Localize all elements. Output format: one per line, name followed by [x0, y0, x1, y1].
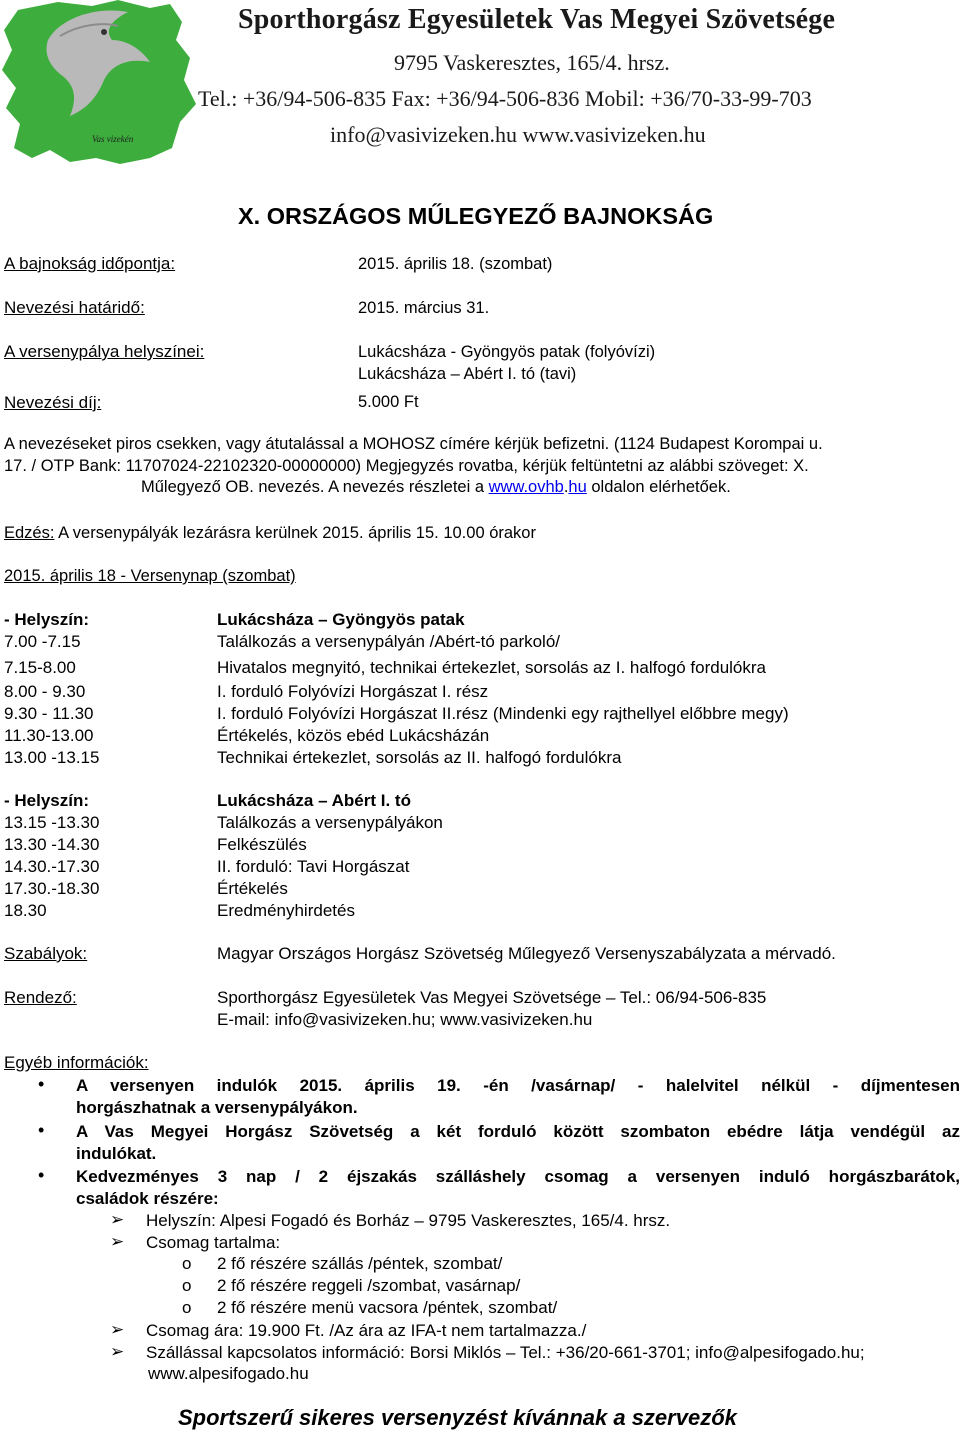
payment-line-1: A nevezéseket piros csekken, vagy átutalással a MOHOSZ címére kérjük befizetni. (1124 Budapest Korompai u.	[4, 435, 823, 453]
other-info-item-line-1: A Vas Megyei Horgász Szövetség a két forduló között szombaton ebédre látja vendégül az	[76, 1122, 960, 1141]
arrow-bullet-icon: ➢	[110, 1342, 125, 1361]
schedule-desc: Hivatalos megnyitó, technikai értekezlet, sorsolás az I. halfogó fordulókra	[217, 658, 766, 677]
deadline-value: 2015. március 31.	[358, 299, 490, 317]
payment-line-3-pre: Műlegyező OB. nevezés. A nevezés részletei a	[141, 478, 489, 496]
schedule-desc: Találkozás a versenypályán /Abért-tó parkoló/	[217, 632, 561, 651]
schedule-time: 18.30	[4, 901, 47, 920]
bullet-icon: •	[38, 1120, 45, 1140]
day-heading: 2015. április 18 - Versenynap (szombat)	[4, 567, 296, 585]
arrow-bullet-icon: ➢	[110, 1232, 125, 1251]
venue-1-label: - Helyszín:	[4, 610, 90, 629]
schedule-desc: Eredményhirdetés	[217, 901, 355, 920]
payment-line-3-post: oldalon elérhetőek.	[586, 478, 731, 496]
circle-bullet-icon: o	[182, 1298, 192, 1317]
rules-label: Szabályok:	[4, 944, 88, 963]
schedule-desc: Felkészülés	[217, 835, 307, 854]
circle-bullet-icon: o	[182, 1276, 192, 1295]
package-location: Helyszín: Alpesi Fogadó és Borház – 9795 Vaskeresztes, 165/4. hrsz.	[146, 1211, 671, 1230]
organizer-line-1: Sporthorgász Egyesületek Vas Megyei Szövetsége – Tel.: 06/94-506-835	[217, 988, 767, 1007]
accommodation-contact: Szállással kapcsolatos információ: Borsi Miklós – Tel.: +36/20-661-3701; info@alpesifogado.hu;	[146, 1343, 865, 1362]
link-dot: .	[563, 478, 569, 496]
other-info-item	[76, 1121, 960, 1165]
schedule-desc: Technikai értekezlet, sorsolás az II. halfogó fordulókra	[217, 748, 622, 767]
closing-message: Sportszerű sikeres versenyzést kívánnak a szervezők	[178, 1405, 737, 1430]
schedule-desc: Értékelés, közös ebéd Lukácsházán	[217, 726, 490, 745]
schedule-time: 13.15 -13.30	[4, 813, 100, 832]
organization-phones: Tel.: +36/94-506-835 Fax: +36/94-506-836 Mobil: +36/70-33-99-703	[198, 86, 812, 111]
schedule-desc: I. forduló Folyóvízi Horgászat II.rész (Mindenki egy rajthellyel előbbre megy)	[217, 704, 789, 723]
package-price: Csomag ára: 19.900 Ft. /Az ára az IFA-t nem tartalmazza./	[146, 1321, 587, 1340]
schedule-time: 17.30.-18.30	[4, 879, 100, 898]
venue-1-name: Lukácsháza – Gyöngyös patak	[217, 610, 465, 629]
schedule-time: 7.15-8.00	[4, 658, 76, 677]
schedule-desc: I. forduló Folyóvízi Horgászat I. rész	[217, 682, 489, 701]
organizer-line-2: E-mail: info@vasivizeken.hu; www.vasivizeken.hu	[217, 1010, 593, 1029]
payment-line-2: 17. / OTP Bank: 11707024-22102320-00000000) Megjegyzés rovatba, kérjük feltüntetni az alábbi szöveget: X.	[4, 456, 809, 475]
schedule-desc: Értékelés	[217, 879, 288, 898]
accommodation-website: www.alpesifogado.hu	[148, 1364, 309, 1383]
other-info-item-line-2: indulókat.	[76, 1144, 157, 1163]
ovhb-link-b[interactable]: hu	[568, 478, 587, 496]
deadline-label: Nevezési határidő:	[4, 298, 145, 317]
schedule-time: 11.30-13.00	[4, 726, 94, 745]
other-info-item-line-1: A versenyen indulók 2015. április 19. -én /vasárnap/ - halelvitel nélkül - díjmentesen	[76, 1076, 960, 1095]
other-info-label: Egyéb információk:	[4, 1053, 149, 1072]
other-info-item-line-2: családok részére:	[76, 1189, 219, 1208]
bullet-icon: •	[38, 1165, 45, 1185]
rules-text: Magyar Országos Horgász Szövetség Műlegyező Versenyszabályzata a mérvadó.	[217, 944, 836, 963]
ovhb-link-a[interactable]: www.ovhb	[488, 478, 564, 496]
schedule-time: 14.30.-17.30	[4, 857, 100, 876]
venue-value-2: Lukácsháza – Abért I. tó (tavi)	[358, 365, 577, 383]
venue-2-name: Lukácsháza – Abért I. tó	[217, 791, 411, 810]
training-line	[4, 524, 536, 543]
circle-bullet-icon: o	[182, 1254, 192, 1273]
payment-line-3	[4, 477, 956, 499]
bullet-icon: •	[38, 1074, 45, 1094]
date-label: A bajnokság időpontja:	[4, 254, 176, 273]
other-info-item	[76, 1075, 960, 1119]
training-text: A versenypályák lezárásra kerülnek 2015. április 15. 10.00 órakor	[54, 524, 536, 542]
arrow-bullet-icon: ➢	[110, 1320, 125, 1339]
package-item: 2 fő részére szállás /péntek, szombat/	[217, 1254, 503, 1273]
fee-label: Nevezési díj:	[4, 393, 102, 412]
other-info-item-line-2: horgászhatnak a versenypályákon.	[76, 1098, 358, 1117]
package-item: 2 fő részére reggeli /szombat, vasárnap/	[217, 1276, 521, 1295]
document-title: X. ORSZÁGOS MŰLEGYEZŐ BAJNOKSÁG	[238, 203, 714, 229]
logo-caption: Vas vizekén	[92, 134, 134, 144]
other-info-item-line-1: Kedvezményes 3 nap / 2 éjszakás szálláshely csomag a versenyen induló horgászbarátok,	[76, 1167, 960, 1186]
organization-name: Sporthorgász Egyesületek Vas Megyei Szövetsége	[238, 4, 836, 35]
schedule-time: 13.00 -13.15	[4, 748, 100, 767]
schedule-time: 9.30 - 11.30	[4, 704, 94, 723]
organizer-label: Rendező:	[4, 988, 77, 1007]
arrow-bullet-icon: ➢	[110, 1210, 125, 1229]
payment-paragraph	[4, 434, 956, 499]
training-label: Edzés:	[4, 524, 55, 542]
schedule-time: 13.30 -14.30	[4, 835, 100, 854]
schedule-desc: II. forduló: Tavi Horgászat	[217, 857, 410, 876]
package-item: 2 fő részére menü vacsora /péntek, szombat/	[217, 1298, 558, 1317]
fish-logo-icon	[0, 0, 200, 165]
venue-label: A versenypálya helyszínei:	[4, 342, 205, 361]
schedule-time: 7.00 -7.15	[4, 632, 81, 651]
venue-value-1: Lukácsháza - Gyöngyös patak (folyóvízi)	[358, 343, 656, 361]
venue-2-label: - Helyszín:	[4, 791, 90, 810]
organization-address: 9795 Vaskeresztes, 165/4. hrsz.	[394, 50, 670, 75]
date-value: 2015. április 18. (szombat)	[358, 255, 553, 273]
organization-email-web: info@vasivizeken.hu www.vasivizeken.hu	[330, 122, 706, 147]
package-contents-label: Csomag tartalma:	[146, 1233, 281, 1252]
fee-value: 5.000 Ft	[358, 393, 419, 411]
schedule-time: 8.00 - 9.30	[4, 682, 86, 701]
other-info-item	[76, 1166, 960, 1210]
schedule-desc: Találkozás a versenypályákon	[217, 813, 443, 832]
